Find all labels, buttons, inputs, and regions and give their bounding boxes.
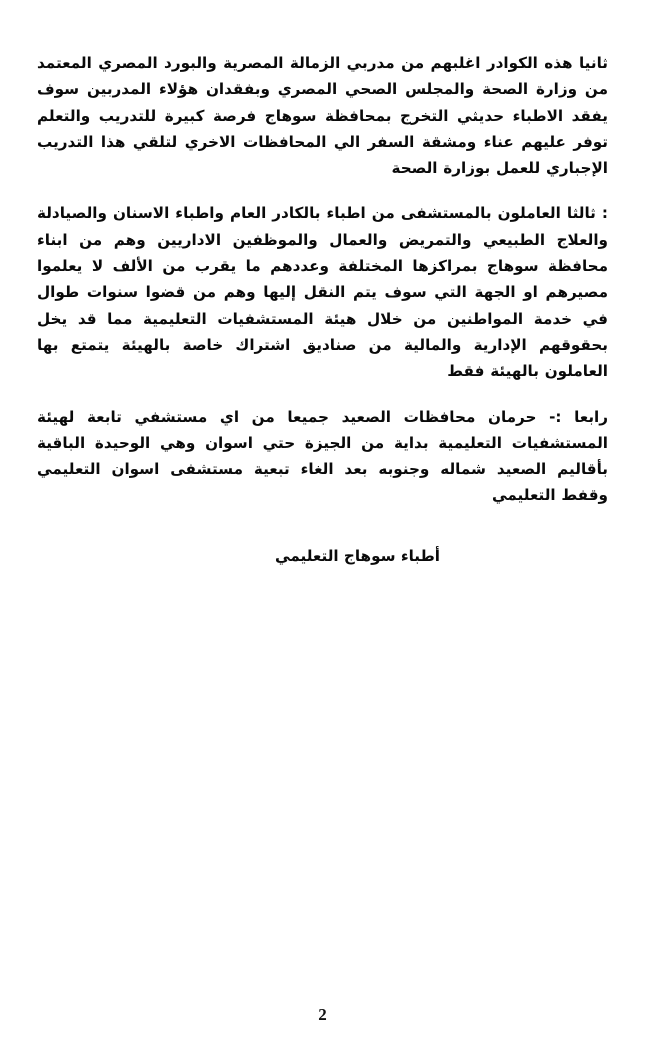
paragraph-thalithan: : ثالثا العاملون بالمستشفى من اطباء بالكادر العام واطباء الاسنان والصيادلة والعلاج الطبيعي والتمريض والعمال والموظفين الاداريين وهم من ابناء محافظة سوهاج بمراكزها المختلفة وعددهم ما يقرب من الألف لا يعلموا مصيرهم او الجهة التي سوف يتم النقل إليها وهم من قضوا سنوات طوال في خدمة المواطنين من خلال هيئة المستشفيات التعليمية مما قد يخل بحقوقهم الإدارية والمالية من صناديق اشتراك خاصة بالهيئة يتمتع بها العاملون بالهيئة فقط	[37, 204, 608, 381]
paragraph-thanian: ثانيا هذه الكوادر اغلبهم من مدربي الزمالة المصرية والبورد المصري المعتمد من وزارة الصحة والمجلس الصحي المصري وبفقدان هؤلاء المدربين سوف يفقد الاطباء حديثي التخرج بمحافظة سوهاج فرصة كبيرة للتدريب والتعلم توفر عليهم عناء ومشقة السفر الي المحافظات الاخري لتلقي هذا التدريب الإجباري للعمل بوزارة الصحة	[37, 54, 608, 178]
page-number: 2	[318, 1005, 327, 1024]
paragraph-rabian: رابعا :- حرمان محافظات الصعيد جميعا من اي مستشفي تابعة لهيئة المستشفيات التعليمية بداية من الجيزة حتي اسوان وهي الوحيدة الباقية بأقاليم الصعيد شماله وجنوبه بعد الغاء تبعية مستشفى اسوان التعليمي وقفط التعليمي	[37, 407, 608, 505]
signature-block	[0, 543, 645, 569]
signature-line: أطباء سوهاج التعليمي	[274, 547, 441, 565]
document-body	[37, 50, 608, 509]
